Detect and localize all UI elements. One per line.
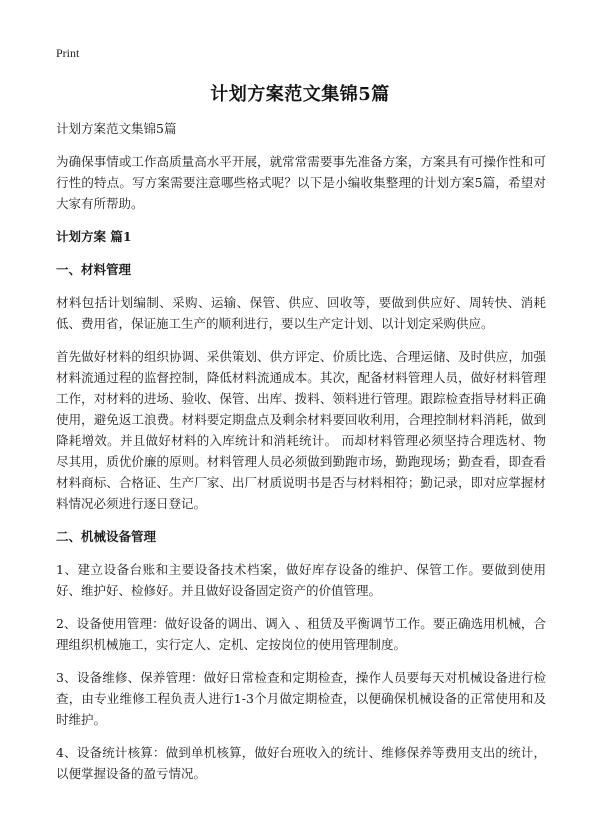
document-title: 计划方案范文集锦5篇 bbox=[210, 84, 390, 105]
paragraph: 材料包括计划编制、采购、运输、保管、供应、回收等，要做到供应好、周转快、消耗低、费用省，保证施工生产的顺利进行，要以生产定计划、以计划定采购供应。 bbox=[56, 295, 546, 331]
paragraph: 1、建立设备台账和主要设备技术档案，做好库存设备的维护、保管工作。要做到使用好、维护好、检修好。并且做好设备固定资产的价值管理。 bbox=[56, 562, 546, 598]
intro-paragraph: 为确保事情或工作高质量高水平开展，就常常需要事先准备方案，方案具有可操作性和可行性的特点。写方案需要注意哪些格式呢？以下是小编收集整理的计划方案5篇，希望对大家有所帮助。 bbox=[56, 154, 546, 211]
paragraph: 首先做好材料的组织协调、采供策划、供方评定、价质比选、合理运储、及时供应，加强材料流通过程的监督控制，降低材料流通成本。其次，配备材料管理人员，做好材料管理工作，对材料的进场、验收、保管、出库、拨料、领料进行管理。跟踪检查指导材料正确使用，避免返工浪费。材料要定期盘点及剩余材料要回收利用，合理控制材料消耗，做到降耗增效。并且做好材料的入库统计和消耗统计。 而却材料管理必须坚持合理选材、物尽其用，质优价廉的原则。材料管理人员必须做到勤跑市场，勤跑现场；勤查看，即查看材料商标、合格证、生产厂家、出厂材质说明书是否与材料相符；勤记录，即对应掌握材料情况必须进行逐日登记。 bbox=[56, 349, 546, 511]
paragraph: 2、设备使用管理：做好设备的调出、调入 、租赁及平衡调节工作。要正确选用机械，合理组织机械施工，实行定人、定机、定按岗位的使用管理制度。 bbox=[56, 616, 546, 652]
print-link[interactable]: Print bbox=[56, 46, 80, 60]
section-heading-equipment: 二、机械设备管理 bbox=[56, 529, 157, 544]
paragraph: 4、设备统计核算：做到单机核算，做好台班收入的统计、维修保养等费用支出的统计，以便掌握设备的盈亏情况。 bbox=[56, 745, 546, 781]
document-body bbox=[56, 118, 546, 796]
document-subtitle: 计划方案范文集锦5篇 bbox=[56, 121, 177, 136]
section-heading-materials: 一、材料管理 bbox=[56, 262, 132, 277]
paragraph: 3、设备维修、保养管理：做好日常检查和定期检查，操作人员要每天对机械设备进行检查，由专业维修工程负责人进行1-3个月做定期检查，以便确保机械设备的正常使用和及时维护。 bbox=[56, 670, 546, 727]
article-heading: 计划方案 篇1 bbox=[56, 229, 132, 244]
